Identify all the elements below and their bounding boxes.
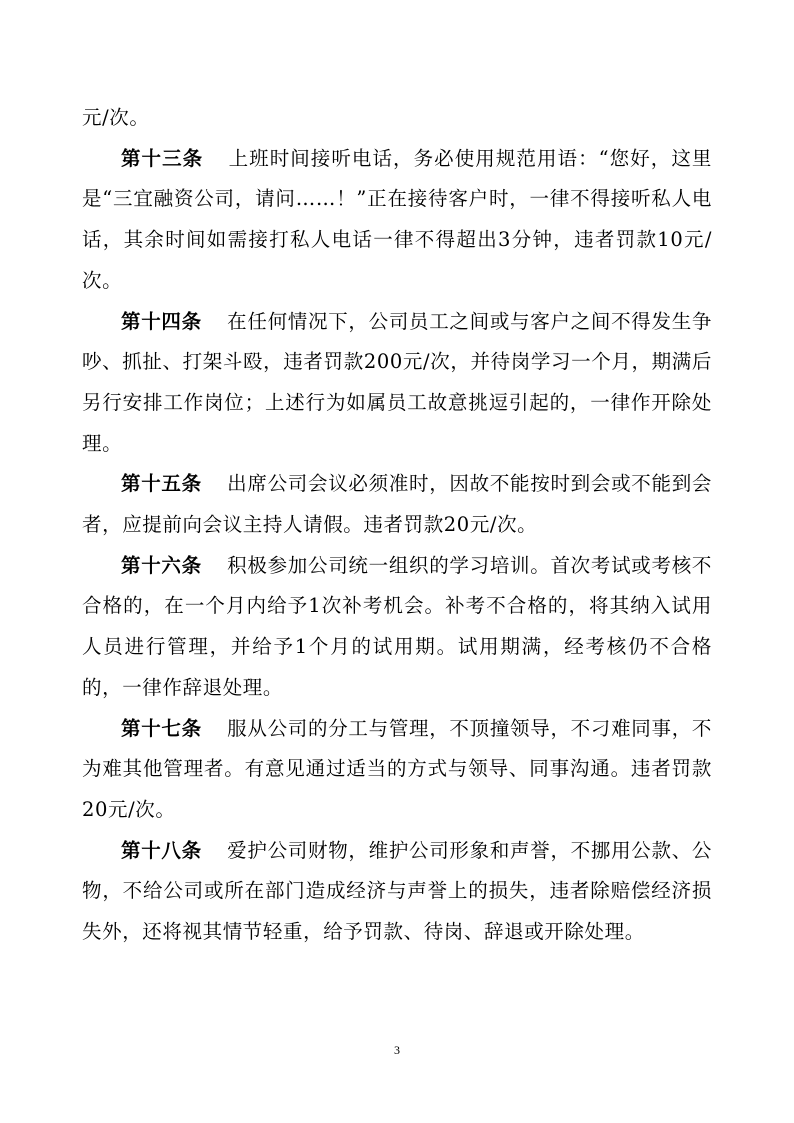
continuation-text: 元/次。 [82, 106, 150, 129]
article-heading: 第十七条 [121, 716, 202, 740]
article-heading: 第十八条 [121, 838, 202, 862]
article-18 [82, 831, 712, 953]
article-15 [82, 464, 712, 545]
article-body: 积极参加公司统一组织的学习培训。首次考试或考核不合格的，在一个月内给予1次补考机会。补考不合格的，将其纳入试用人员进行管理，并给予1个月的试用期。试用期满，经考核仍不合格的，一律作辞退处理。 [82, 553, 712, 699]
article-body: 爱护公司财物，维护公司形象和声誉，不挪用公款、公物，不给公司或所在部门造成经济与声誉上的损失，违者除赔偿经济损失外，还将视其情节轻重，给予罚款、待岗、辞退或开除处理。 [82, 838, 712, 944]
article-body: 上班时间接听电话，务必使用规范用语：“您好，这里是“三宜融资公司，请问……！”正在接待客户时，一律不得接听私人电话，其余时间如需接打私人电话一律不得超出3分钟，违者罚款10元/次。 [82, 146, 712, 292]
article-heading: 第十五条 [121, 472, 202, 496]
article-body: 出席公司会议必须准时，因故不能按时到会或不能到会者，应提前向会议主持人请假。违者罚款20元/次。 [82, 472, 712, 537]
article-body: 服从公司的分工与管理，不顶撞领导，不刁难同事，不为难其他管理者。有意见通过适当的方式与领导、同事沟通。违者罚款20元/次。 [82, 716, 712, 821]
article-14 [82, 302, 712, 465]
page-number: 3 [394, 1043, 400, 1057]
article-heading: 第十三条 [121, 146, 204, 170]
document-body [82, 98, 712, 953]
article-heading: 第十四条 [121, 309, 202, 333]
article-17 [82, 709, 712, 831]
article-16 [82, 546, 712, 709]
article-body: 在任何情况下，公司员工之间或与客户之间不得发生争吵、抓扯、打架斗殴，违者罚款200元/次，并待岗学习一个月，期满后另行安排工作岗位；上述行为如属员工故意挑逗引起的，一律作开除处理。 [82, 309, 712, 455]
article-13 [82, 139, 712, 302]
article-heading: 第十六条 [121, 553, 202, 577]
